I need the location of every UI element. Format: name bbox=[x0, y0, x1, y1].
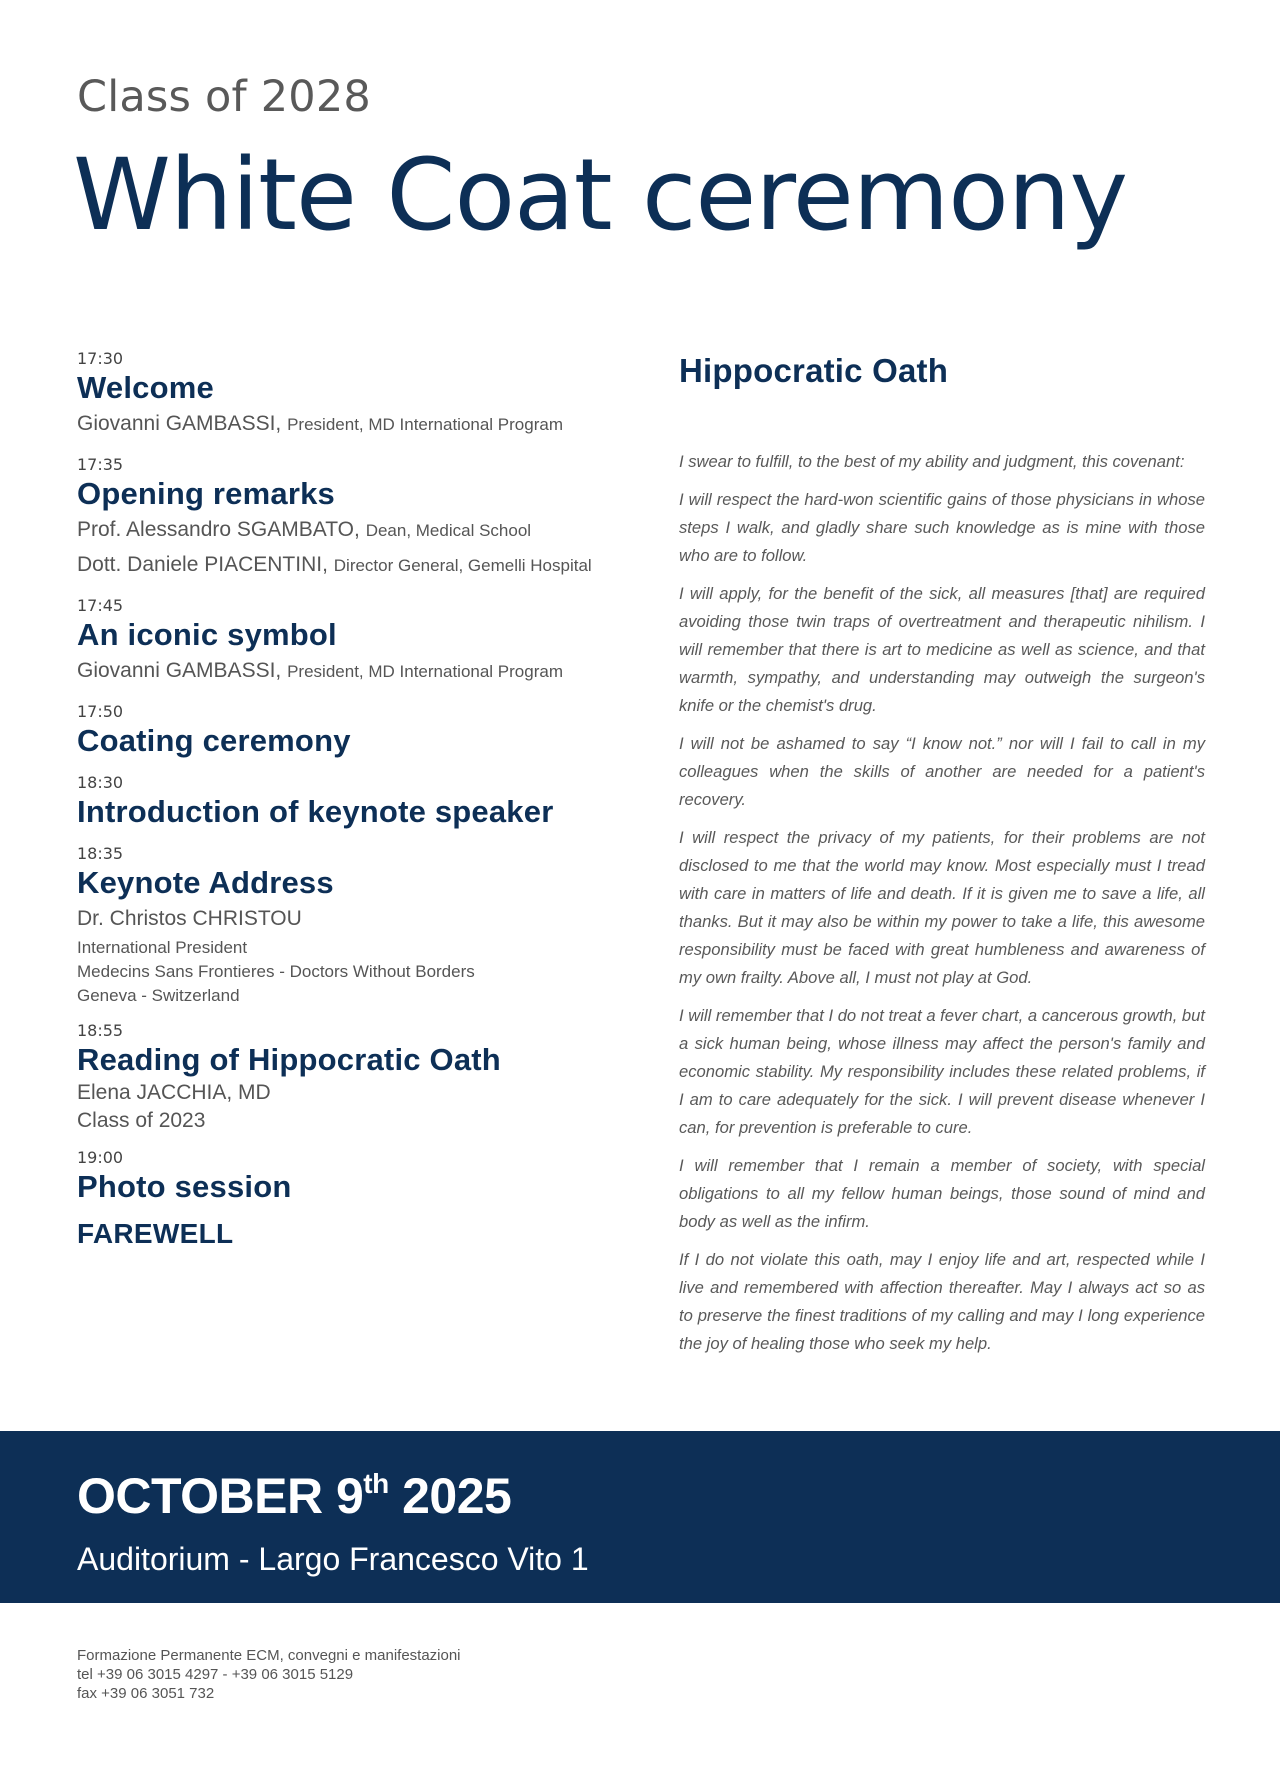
speaker-name: Giovanni GAMBASSI, bbox=[77, 659, 282, 682]
speaker-detail: Medecins Sans Frontieres - Doctors Without Borders bbox=[77, 962, 475, 981]
speaker-name: Elena JACCHIA, MD bbox=[77, 1081, 271, 1104]
speaker-name: Dr. Christos CHRISTOU bbox=[77, 907, 302, 930]
footer-office: Formazione Permanente ECM, convegni e manifestazioni bbox=[77, 1647, 461, 1664]
hippocratic-oath bbox=[679, 352, 1205, 1368]
speaker-detail: International President bbox=[77, 938, 248, 957]
date-month-day: OCTOBER 9 bbox=[77, 1468, 364, 1524]
item-title: Welcome bbox=[77, 370, 214, 405]
date-ordinal: th bbox=[363, 1468, 389, 1499]
speaker-line bbox=[77, 548, 637, 583]
speaker-name: Giovanni GAMBASSI, bbox=[77, 412, 282, 435]
oath-paragraph: I swear to fulfill, to the best of my ability and judgment, this covenant: bbox=[679, 452, 1185, 471]
oath-paragraph: I will respect the privacy of my patients, for their problems are not disclosed to me that the world may know. Most especially must I tread with care in matters of life and death. If it is given me to save a life, all thanks. But it may also be within my power to take a life, this awesome responsibility must be faced with great humbleness and awareness of my own frailty. Above all, I must not play at God. bbox=[679, 828, 1205, 987]
speaker-name: Prof. Alessandro SGAMBATO, bbox=[77, 518, 360, 541]
program-item-iconic-symbol bbox=[77, 595, 637, 689]
oath-paragraph: I will remember that I remain a member of society, with special obligations to all my fellow human beings, those sound of mind and body as well as the infirm. bbox=[679, 1156, 1205, 1231]
oath-paragraph: I will remember that I do not treat a fever chart, a cancerous growth, but a sick human being, whose illness may affect the person's family and economic stability. My responsibility includes these related problems, if I am to care adequately for the sick. I will prevent disease whenever I can, for prevention is preferable to cure. bbox=[679, 1006, 1205, 1137]
event-date bbox=[77, 1467, 511, 1525]
speaker-name: Dott. Daniele PIACENTINI, bbox=[77, 553, 328, 576]
program-item-coating-ceremony bbox=[77, 701, 637, 760]
page-title: White Coat ceremony bbox=[73, 138, 1128, 253]
event-venue: Auditorium - Largo Francesco Vito 1 bbox=[77, 1541, 589, 1577]
oath-paragraph: I will not be ashamed to say “I know not.” nor will I fail to call in my colleagues when the skills of another are needed for a patient's recovery. bbox=[679, 734, 1205, 809]
item-time: 17:30 bbox=[77, 349, 124, 368]
item-time: 18:35 bbox=[77, 844, 124, 863]
oath-paragraph: I will respect the hard-won scientific gains of those physicians in whose steps I walk, and gladly share such knowledge as is mine with those who are to follow. bbox=[679, 490, 1205, 565]
item-time: 18:30 bbox=[77, 773, 124, 792]
oath-paragraph: If I do not violate this oath, may I enjoy life and art, respected while I live and remembered with affection thereafter. May I always act so as to preserve the finest traditions of my calling and may I long experience the joy of healing those who seek my help. bbox=[679, 1250, 1205, 1353]
item-title: An iconic symbol bbox=[77, 617, 337, 652]
event-banner bbox=[0, 1431, 1280, 1603]
item-title: Photo session bbox=[77, 1169, 292, 1204]
item-time: 17:50 bbox=[77, 702, 124, 721]
program-item-introduction bbox=[77, 772, 637, 831]
program-item-opening-remarks bbox=[77, 454, 637, 583]
item-title: Coating ceremony bbox=[77, 723, 351, 758]
farewell-label: FAREWELL bbox=[77, 1218, 234, 1249]
item-time: 18:55 bbox=[77, 1021, 124, 1040]
item-time: 17:45 bbox=[77, 596, 124, 615]
item-time: 17:35 bbox=[77, 455, 124, 474]
class-subtitle: Class of 2028 bbox=[77, 72, 371, 122]
speaker-class: Class of 2023 bbox=[77, 1109, 206, 1132]
item-title: Keynote Address bbox=[77, 865, 334, 900]
program-item-welcome bbox=[77, 348, 637, 442]
oath-title: Hippocratic Oath bbox=[679, 352, 949, 389]
oath-paragraph: I will apply, for the benefit of the sick, all measures [that] are required avoiding those twin traps of overtreatment and therapeutic nihilism. I will remember that there is art to medicine as well as science, and that warmth, sympathy, and understanding may outweigh the surgeon's knife or the chemist's drug. bbox=[679, 584, 1205, 715]
program-item-keynote-address bbox=[77, 843, 637, 1008]
speaker-detail: Geneva - Switzerland bbox=[77, 986, 240, 1005]
item-title: Introduction of keynote speaker bbox=[77, 794, 554, 829]
speaker-role: President, MD International Program bbox=[287, 662, 563, 681]
speaker-line bbox=[77, 513, 637, 548]
contact-footer bbox=[77, 1646, 461, 1703]
item-title: Reading of Hippocratic Oath bbox=[77, 1042, 501, 1077]
footer-fax: fax +39 06 3051 732 bbox=[77, 1685, 215, 1702]
program-item-oath-reading bbox=[77, 1020, 637, 1135]
program-item-photo-session bbox=[77, 1147, 637, 1206]
speaker-line bbox=[77, 654, 637, 689]
speaker-role: President, MD International Program bbox=[287, 415, 563, 434]
program-schedule bbox=[77, 348, 637, 1250]
speaker-line bbox=[77, 407, 637, 442]
item-time: 19:00 bbox=[77, 1148, 124, 1167]
footer-phone: tel +39 06 3015 4297 - +39 06 3015 5129 bbox=[77, 1666, 354, 1683]
speaker-role: Dean, Medical School bbox=[365, 521, 532, 540]
speaker-role: Director General, Gemelli Hospital bbox=[333, 556, 592, 575]
item-title: Opening remarks bbox=[77, 476, 335, 511]
date-year: 2025 bbox=[388, 1468, 512, 1524]
